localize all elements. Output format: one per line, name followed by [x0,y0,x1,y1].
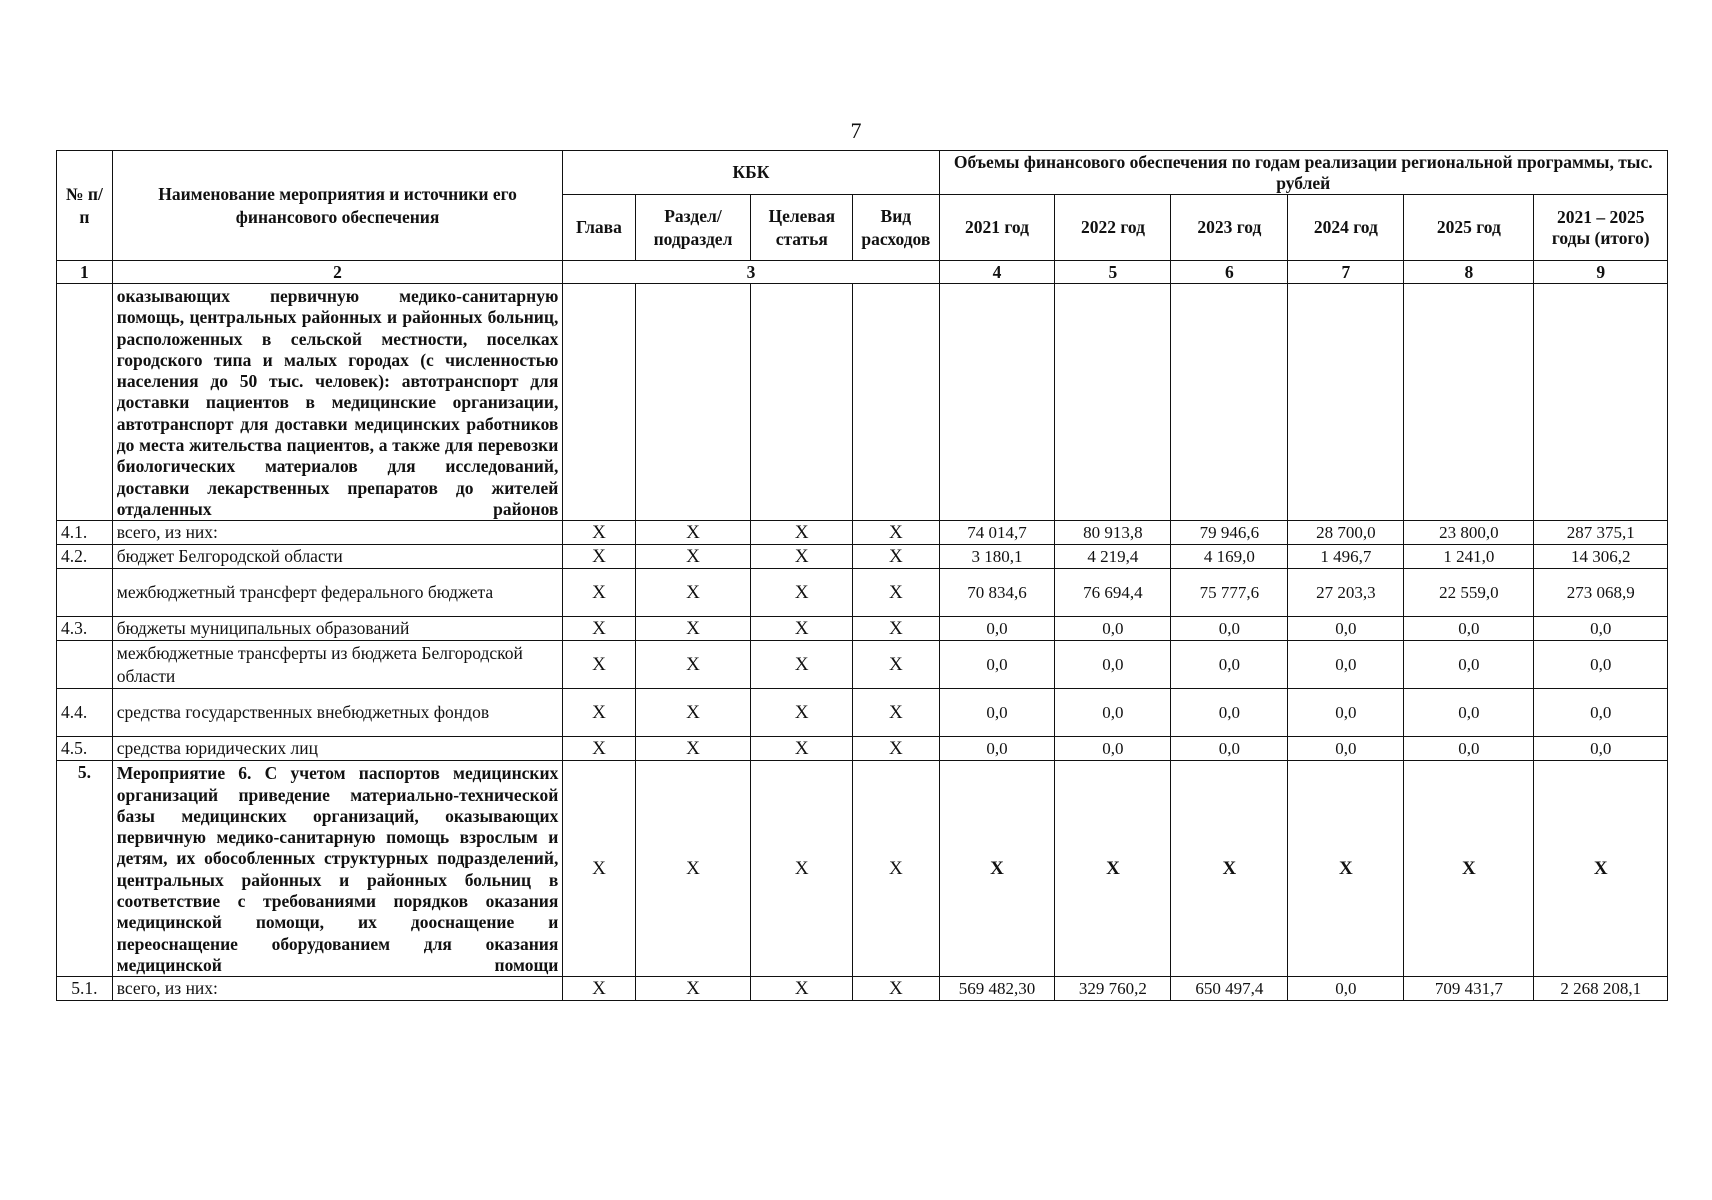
value-cell: 0,0 [1288,641,1404,689]
row-name: средства юридических лиц [112,737,563,761]
value-cell: 569 482,30 [939,977,1055,1001]
value-cell: 273 068,9 [1534,569,1668,617]
row-name: межбюджетные трансферты из бюджета Белгородской области [112,641,563,689]
header-year-2025: 2025 год [1404,195,1534,261]
row-number: 5. [57,761,113,977]
row-name: средства государственных внебюджетных фондов [112,689,563,737]
value-cell: 80 913,8 [1055,521,1171,545]
continuation-row [57,284,1668,521]
x-mark: Х [751,689,853,737]
x-mark: Х [563,761,635,977]
x-mark: Х [563,689,635,737]
x-mark: Х [563,617,635,641]
header-year-total: 2021 – 2025 годы (итого) [1534,195,1668,261]
row-name: всего, из них: [112,521,563,545]
header-kbk-statya: Целевая статья [751,195,853,261]
measure-6-row [57,761,1668,977]
x-mark: Х [751,521,853,545]
row-name: межбюджетный трансферт федерального бюджета [112,569,563,617]
row-name: всего, из них: [112,977,563,1001]
x-mark: Х [853,977,939,1001]
header-kbk-glava: Глава [563,195,635,261]
table-row [57,569,1668,617]
value-cell: 0,0 [939,737,1055,761]
x-mark: Х [635,641,751,689]
x-mark: Х [939,761,1055,977]
x-mark: Х [853,617,939,641]
x-mark: Х [635,689,751,737]
page-number: 7 [850,118,862,143]
index-cell: 9 [1534,261,1668,284]
value-cell: 4 169,0 [1171,545,1288,569]
value-cell: 0,0 [1171,641,1288,689]
value-cell: 14 306,2 [1534,545,1668,569]
row-number: 5.1. [57,977,113,1001]
row-number: 4.3. [57,617,113,641]
x-mark: Х [751,545,853,569]
x-mark: Х [751,737,853,761]
value-cell: 27 203,3 [1288,569,1404,617]
measure-6-name: Мероприятие 6. С учетом паспортов медицинских организаций приведение материально-технической базы медицинских организаций, оказывающих первичную медико-санитарную помощь взрослым и детям, их обособленных структурных подразделений, центральных районных и районных больниц в соответствие с требованиями порядков оказания медицинской помощи, их дооснащение и переоснащение оборудованием для оказания медицинской помощи [112,761,563,977]
x-mark: Х [563,521,635,545]
header-year-2022: 2022 год [1055,195,1171,261]
value-cell: 1 496,7 [1288,545,1404,569]
x-mark: Х [751,977,853,1001]
header-year-2024: 2024 год [1288,195,1404,261]
x-mark: Х [1055,761,1171,977]
value-cell: 0,0 [1404,737,1534,761]
value-cell: 0,0 [1534,617,1668,641]
value-cell: 0,0 [1404,617,1534,641]
x-mark: Х [853,641,939,689]
index-cell: 8 [1404,261,1534,284]
value-cell: 4 219,4 [1055,545,1171,569]
value-cell: 0,0 [1171,689,1288,737]
header-funding: Объемы финансового обеспечения по годам реализации региональной программы, тыс. рублей [939,151,1667,195]
value-cell: 3 180,1 [939,545,1055,569]
value-cell: 22 559,0 [1404,569,1534,617]
value-cell: 0,0 [1404,689,1534,737]
value-cell: 0,0 [939,641,1055,689]
x-mark: Х [635,569,751,617]
continuation-text: оказывающих первичную медико-санитарную помощь, центральных районных и районных больниц, расположенных в сельской местности, поселках городского типа и малых городах (с численностью населения до 50 тыс. человек): автотранспорт для доставки пациентов в медицинские организации, автотранспорт для доставки медицинских работников до места жительства пациентов, а также для перевозки биологических материалов для исследований, доставки лекарственных препаратов до жителей отдаленных районов [112,284,563,521]
value-cell: 0,0 [1171,617,1288,641]
budget-table [56,150,1668,1001]
x-mark: Х [635,617,751,641]
header-kbk: КБК [563,151,939,195]
x-mark: Х [853,689,939,737]
value-cell: 23 800,0 [1404,521,1534,545]
value-cell: 1 241,0 [1404,545,1534,569]
budget-table-container [56,150,1668,1001]
value-cell: 329 760,2 [1055,977,1171,1001]
x-mark: Х [635,545,751,569]
index-cell: 1 [57,261,113,284]
value-cell: 0,0 [1288,737,1404,761]
value-cell: 28 700,0 [1288,521,1404,545]
value-cell: 0,0 [1055,689,1171,737]
index-cell: 3 [563,261,939,284]
value-cell: 709 431,7 [1404,977,1534,1001]
row-number [57,569,113,617]
x-mark: Х [751,569,853,617]
x-mark: Х [635,761,751,977]
value-cell: 0,0 [939,689,1055,737]
x-mark: Х [751,761,853,977]
header-year-2021: 2021 год [939,195,1055,261]
x-mark: Х [563,545,635,569]
table-row [57,737,1668,761]
index-cell: 6 [1171,261,1288,284]
index-row [57,261,1668,284]
value-cell: 0,0 [1055,617,1171,641]
table-row [57,545,1668,569]
row-name: бюджеты муниципальных образований [112,617,563,641]
row-name: бюджет Белгородской области [112,545,563,569]
value-cell: 0,0 [1055,737,1171,761]
value-cell: 0,0 [1055,641,1171,689]
x-mark: Х [853,737,939,761]
value-cell: 75 777,6 [1171,569,1288,617]
x-mark: Х [563,977,635,1001]
value-cell: 0,0 [1288,689,1404,737]
header-kbk-razdel: Раздел/ подраздел [635,195,751,261]
value-cell: 76 694,4 [1055,569,1171,617]
x-mark: Х [635,521,751,545]
row-number: 4.2. [57,545,113,569]
value-cell: 650 497,4 [1171,977,1288,1001]
index-cell: 2 [112,261,563,284]
header-name: Наименование мероприятия и источники его финансового обеспечения [112,151,563,261]
x-mark: Х [635,737,751,761]
header-kbk-vid: Вид расходов [853,195,939,261]
index-cell: 5 [1055,261,1171,284]
header-row-1 [57,151,1668,195]
row-number [57,641,113,689]
x-mark: Х [1534,761,1668,977]
x-mark: Х [1404,761,1534,977]
x-mark: Х [1171,761,1288,977]
table-row [57,617,1668,641]
value-cell: 0,0 [1534,641,1668,689]
x-mark: Х [853,521,939,545]
value-cell: 0,0 [1534,689,1668,737]
table-row [57,641,1668,689]
x-mark: Х [563,569,635,617]
x-mark: Х [751,641,853,689]
index-cell: 4 [939,261,1055,284]
value-cell: 0,0 [1534,737,1668,761]
x-mark: Х [853,761,939,977]
value-cell: 0,0 [1288,977,1404,1001]
x-mark: Х [751,617,853,641]
x-mark: Х [1288,761,1404,977]
value-cell: 0,0 [1288,617,1404,641]
x-mark: Х [563,737,635,761]
table-row [57,521,1668,545]
x-mark: Х [563,641,635,689]
x-mark: Х [853,569,939,617]
row-number: 4.1. [57,521,113,545]
value-cell: 0,0 [1404,641,1534,689]
value-cell: 70 834,6 [939,569,1055,617]
value-cell: 0,0 [1171,737,1288,761]
value-cell: 2 268 208,1 [1534,977,1668,1001]
x-mark: Х [853,545,939,569]
header-no: № п/п [57,151,113,261]
value-cell: 74 014,7 [939,521,1055,545]
x-mark: Х [635,977,751,1001]
table-row [57,689,1668,737]
value-cell: 0,0 [939,617,1055,641]
index-cell: 7 [1288,261,1404,284]
row-number: 4.5. [57,737,113,761]
table-row [57,977,1668,1001]
value-cell: 287 375,1 [1534,521,1668,545]
value-cell: 79 946,6 [1171,521,1288,545]
row-number: 4.4. [57,689,113,737]
header-year-2023: 2023 год [1171,195,1288,261]
